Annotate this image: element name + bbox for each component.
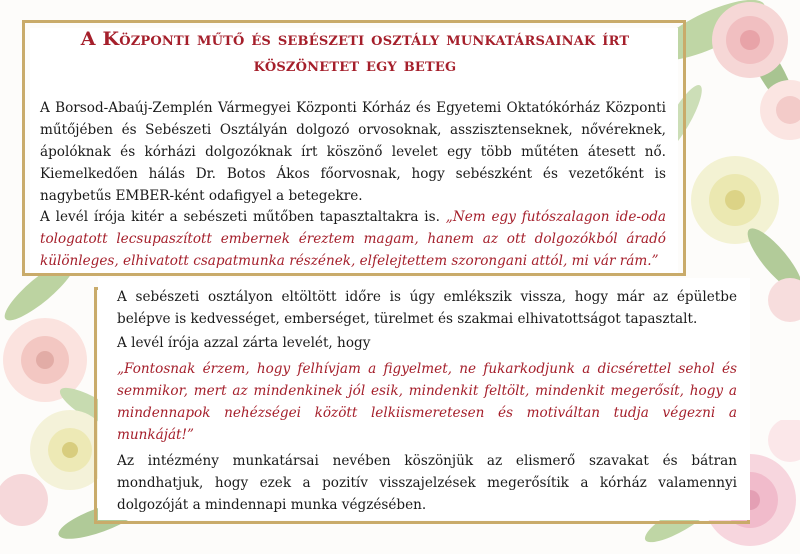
paragraph-surgery-experience bbox=[40, 206, 666, 272]
page-title: A Központi műtő és sebészeti osztály munkatársainak írt köszönetet egy beteg bbox=[80, 28, 630, 76]
quote-surgery: „Nem egy futószalagon ide-oda tologatott lecsupaszított embernek éreztem magam, hanem az ott dolgozókból áradó különleges, elhivatott csapatmunka részének, elfelejtettem szorongani attól, mi vár rám.” bbox=[40, 209, 666, 269]
paragraph-surgery-intro: A levél írója kitér a sebészeti műtőben tapasztaltakra is. bbox=[40, 209, 446, 225]
paragraph-thanks: Az intézmény munkatársai nevében köszönjük az elismerő szavakat és bátran mondhatjuk, hogy ezek a pozitív visszajelzések megerősítik a kórház valamennyi dolgozóját a mindennapi munka végzésében. bbox=[117, 453, 737, 513]
paragraph-intro: A Borsod-Abaúj-Zemplén Vármegyei Központi Kórház és Egyetemi Oktatókórház Központi műtőjében és Sebészeti Osztályán dolgozó orvosoknak, asszisztenseknek, nővéreknek, ápolóknak és kórházi dolgozóknak írt köszönő levelet egy több műtéten átesett nő. Kiemelkedően hálás Dr. Botos Ákos főorvosnak, hogy sebészként és vezetőként is nagybetűs EMBER-ként odafigyel a betegekre. bbox=[40, 100, 666, 204]
quote-closing: „Fontosnak érzem, hogy felhívjam a figyelmet, ne fukarkodjunk a dicsérettel sehol és semmikor, mert az mindenkinek jól esik, mindenkit feltölt, mindenkit megerősít, hogy a mindennapok nehézségei között lelkiismeretesen és motiváltan tudja végezni a munkáját!” bbox=[117, 361, 737, 443]
paragraph-closing-intro: A levél írója azzal zárta levelét, hogy bbox=[117, 335, 371, 351]
paragraph-ward-memory: A sebészeti osztályon eltöltött időre is úgy emlékszik vissza, hogy már az épületbe belépve is kedvességet, emberséget, türelmet és szakmai elhivatottságot tapasztalt. bbox=[117, 289, 737, 327]
